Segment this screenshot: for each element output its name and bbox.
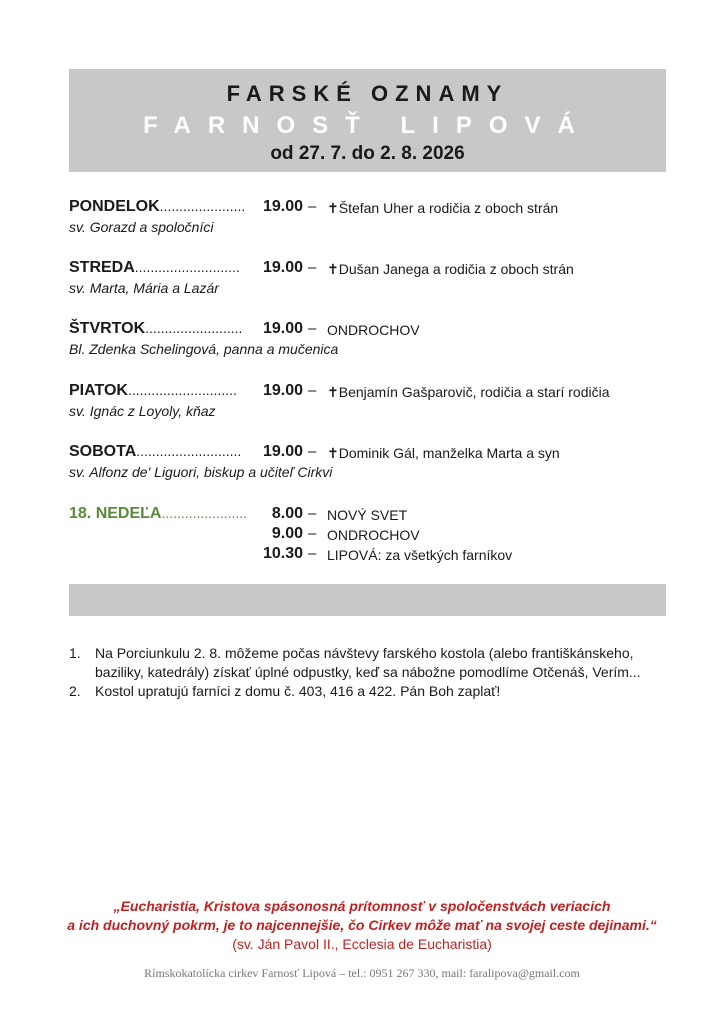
mass-time: 19.00 <box>262 382 303 399</box>
mass-time: 19.00 <box>262 198 303 215</box>
item-number: 2. <box>69 683 81 699</box>
header-banner <box>69 69 666 172</box>
saint-of-day: sv. Alfonz de' Liguori, biskup a učiteľ Cirkvi <box>69 464 333 480</box>
day-name: 18. NEDEĽA <box>69 505 162 522</box>
leader-dots: ...................... <box>159 198 246 214</box>
leader-dots: ...................... <box>161 505 248 521</box>
dash: – <box>308 259 317 276</box>
schedule-day-saturday <box>69 443 669 480</box>
day-name: PIATOK <box>69 382 128 399</box>
leader-dots: ............................ <box>127 382 237 398</box>
footer-contact: Rímskokatolícka cirkev Farnosť Lipová – tel.: 0951 267 330, mail: faralipova@gmail.com <box>144 966 580 980</box>
saint-of-day: sv. Ignác z Loyoly, kňaz <box>69 403 216 419</box>
section-divider-bar <box>69 584 666 616</box>
saint-of-day: sv. Gorazd a spoločníci <box>69 219 214 235</box>
mass-intention: ✝Benjamín Gašparovič, rodičia a starí rodičia <box>327 384 610 400</box>
dash: – <box>308 525 317 542</box>
dash: – <box>308 505 317 522</box>
dash: – <box>308 320 317 337</box>
mass-time: 19.00 <box>262 259 303 276</box>
mass-place: NOVÝ SVET <box>327 507 408 523</box>
day-name: STREDA <box>69 259 135 276</box>
mass-time: 9.00 <box>271 525 303 542</box>
quote-source: (sv. Ján Pavol II., Ecclesia de Eucharistia) <box>232 936 492 952</box>
leader-dots: ......................... <box>145 320 243 336</box>
date-range: od 27. 7. do 2. 8. 2026 <box>270 143 465 164</box>
day-name: PONDELOK <box>69 198 160 215</box>
quote-line-2: a ich duchovný pokrm, je to najcennejšie, čo Cirkev môže mať na svojej ceste dejinami.“ <box>67 917 657 933</box>
item-text: Na Porciunkulu 2. 8. môžeme počas návštevy farského kostola (alebo františkánskeho, baziliky, katedrály) získať úplné odpustky, keď sa nábožne pomodlíme Otčenáš, Verím... <box>95 645 641 680</box>
announcement-item <box>69 682 669 701</box>
item-number: 1. <box>69 645 81 661</box>
item-text: Kostol upratujú farníci z domu č. 403, 416 a 422. Pán Boh zaplať! <box>95 683 501 699</box>
mass-place: ONDROCHOV <box>327 527 420 543</box>
parish-name: FARNOSŤ LIPOVÁ <box>143 112 592 139</box>
mass-intention: ✝Štefan Uher a rodičia z oboch strán <box>327 200 559 216</box>
day-name: SOBOTA <box>69 443 137 460</box>
announcement-item <box>69 644 669 682</box>
mass-intention: ✝Dušan Janega a rodičia z oboch strán <box>327 261 574 277</box>
mass-time: 19.00 <box>262 320 303 337</box>
quote-line-1: „Eucharistia, Kristova spásonosná prítomnosť v spoločenstvách veriacich <box>113 898 611 914</box>
leader-dots: ........................... <box>134 259 240 275</box>
announcements-list <box>69 644 669 701</box>
schedule-day-monday <box>69 198 669 235</box>
mass-intention: ✝Dominik Gál, manželka Marta a syn <box>327 445 560 461</box>
schedule-day-friday <box>69 382 669 419</box>
dash: – <box>308 382 317 399</box>
schedule-day-thursday <box>69 320 669 357</box>
day-name: ŠTVRTOK <box>69 320 146 337</box>
schedule-day-sunday <box>69 505 669 565</box>
closing-quote <box>0 897 724 954</box>
leader-dots: ........................... <box>136 443 242 459</box>
schedule-day-wednesday <box>69 259 669 296</box>
dash: – <box>308 545 317 562</box>
dash: – <box>308 443 317 460</box>
saint-of-day: sv. Marta, Mária a Lazár <box>69 280 219 296</box>
page-title: FARSKÉ OZNAMY <box>226 81 509 106</box>
mass-place: LIPOVÁ: za všetkých farníkov <box>327 547 513 563</box>
mass-time: 10.30 <box>262 545 303 562</box>
mass-intention: ONDROCHOV <box>327 322 420 338</box>
saint-of-day: Bl. Zdenka Schelingová, panna a mučenica <box>69 341 339 357</box>
dash: – <box>308 198 317 215</box>
mass-time: 8.00 <box>271 505 303 522</box>
mass-time: 19.00 <box>262 443 303 460</box>
